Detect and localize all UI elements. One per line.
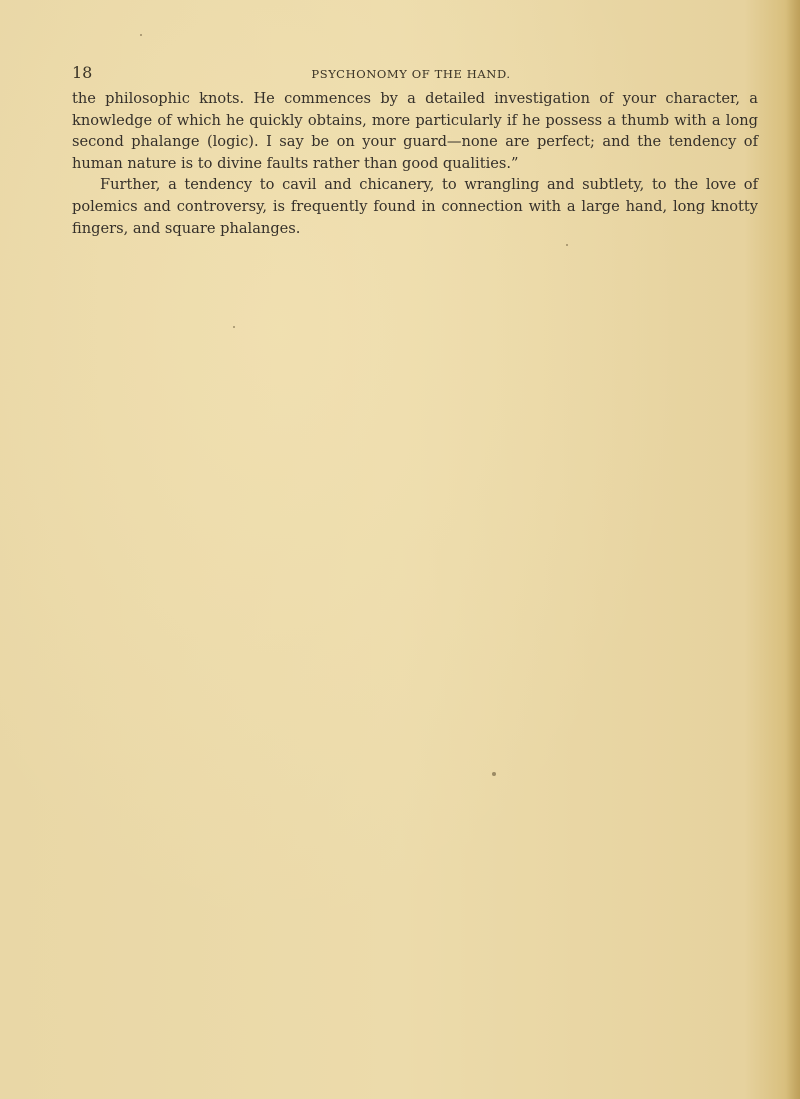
body-text [72, 88, 758, 239]
page-number: 18 [72, 63, 93, 82]
paragraph: the philosophic knots. He commences by a detailed investigation of your character, a knowledge of which he quickly obtains, more particularly if he possess a thumb with a long second phalange (logic). I say be on your guard—none are perfect; and the tendency of human nature is to divine faults rather than good qualities.” [72, 90, 758, 172]
paragraph: Further, a tendency to cavil and chicanery, to wrangling and subtlety, to the love of polemics and controversy, is frequently found in connection with a large hand, long knotty fingers, and square phalanges. [72, 176, 758, 237]
running-title: PSYCHONOMY OF THE HAND. [311, 67, 511, 81]
paper-speck [566, 244, 568, 246]
paper-speck [233, 326, 235, 328]
paper-speck [492, 772, 496, 776]
page-edge-shadow [786, 0, 800, 1099]
paper-speck [140, 34, 142, 36]
page-header [72, 63, 750, 85]
